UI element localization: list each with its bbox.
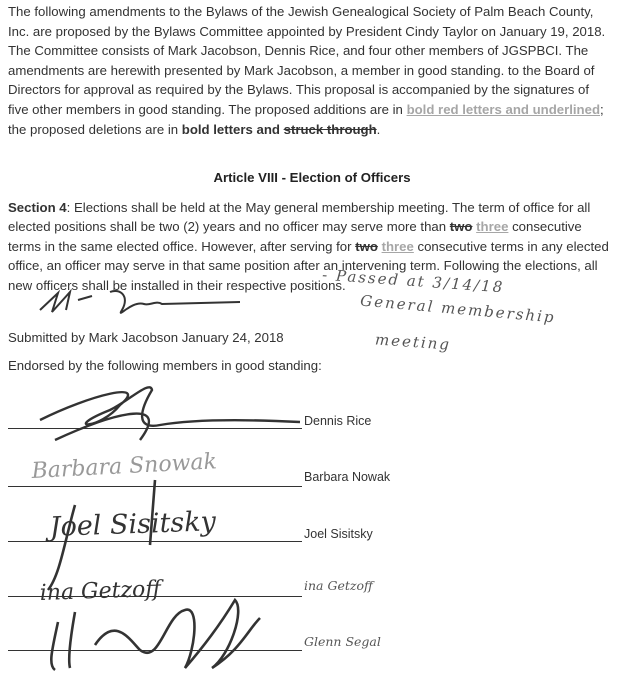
handwritten-note-line2: General membership [359,291,557,327]
signature-mark-barbara: Barbara Snowak [31,449,218,484]
signature-line-dennis [8,428,302,429]
signature-mark-joel-stroke [48,480,155,590]
added-three-1: three [476,219,509,235]
deletions-bold-text: bold letters and [181,121,284,137]
signature-line-joel [8,541,302,542]
intro-text-1: The following amendments to the Bylaws of the Jewish Genealogical Society of Palm Beach County, Inc. are proposed by the Bylaws Committee appointed by President Cindy Taylor on January 19, 2018. The Committee consists of Mark Jacobson, Dennis Rice, and four other members of JGSPBCI. The amendments are herewith presented by Mark Jacobson, a member in good standing. to the Board of Directors for approval as required by the Bylaws. This proposal is accompanied by the signatures of five other members in good standing. The proposed additions are in [8,4,606,117]
submitted-line: Submitted by Mark Jacobson January 24, 2018 [8,330,284,345]
signature-line-barbara [8,486,302,487]
section-4-paragraph [8,198,614,295]
section-text-3: consecutive terms in any elected office, an officer may serve in that same position after an intervening term. Following the elections, all new officers shall be installed in their respective positions. [8,238,609,293]
intro-text-3: . [376,121,381,137]
additions-sample: bold red letters and underlined [406,101,601,117]
signer-name-dennis: Dennis Rice [304,414,372,428]
signature-mark-ina: ina Getzoff [39,576,162,606]
added-three-2: three [381,238,414,254]
intro-paragraph [8,2,608,139]
signature-line-glenn [8,650,302,651]
handwritten-note-line3: meeting [374,330,452,354]
signature-line-ina [8,596,302,597]
signer-name-ina: ina Getzoff [304,578,373,593]
section-label: Section 4 [8,200,67,215]
deleted-two-2: two [355,238,378,254]
signature-mark-glenn [51,600,260,670]
section-text-1: : Elections shall be held at the May general membership meeting. The term of office for all elected positions shall be two (2) years and no officer may serve more than [8,200,591,235]
signer-name-joel: Joel Sisitsky [304,527,373,541]
signature-mark-dennis-rice [40,387,300,440]
intro-text-2: ; the proposed deletions are in [8,101,604,137]
signature-mark-joel: Joel Sisitsky [49,506,217,543]
handwritten-note-line1: - Passed at 3/14/18 [321,265,505,297]
deletions-struck-sample: struck through [283,121,377,137]
endorsed-header: Endorsed by the following members in good standing: [8,358,322,373]
article-title: Article VIII - Election of Officers [213,170,411,185]
section-text-2: consecutive terms in the same elected office. However, after serving for [8,219,582,254]
signer-name-barbara: Barbara Nowak [304,470,391,484]
signer-name-glenn: Glenn Segal [304,634,381,649]
deleted-two-1: two [449,219,473,235]
